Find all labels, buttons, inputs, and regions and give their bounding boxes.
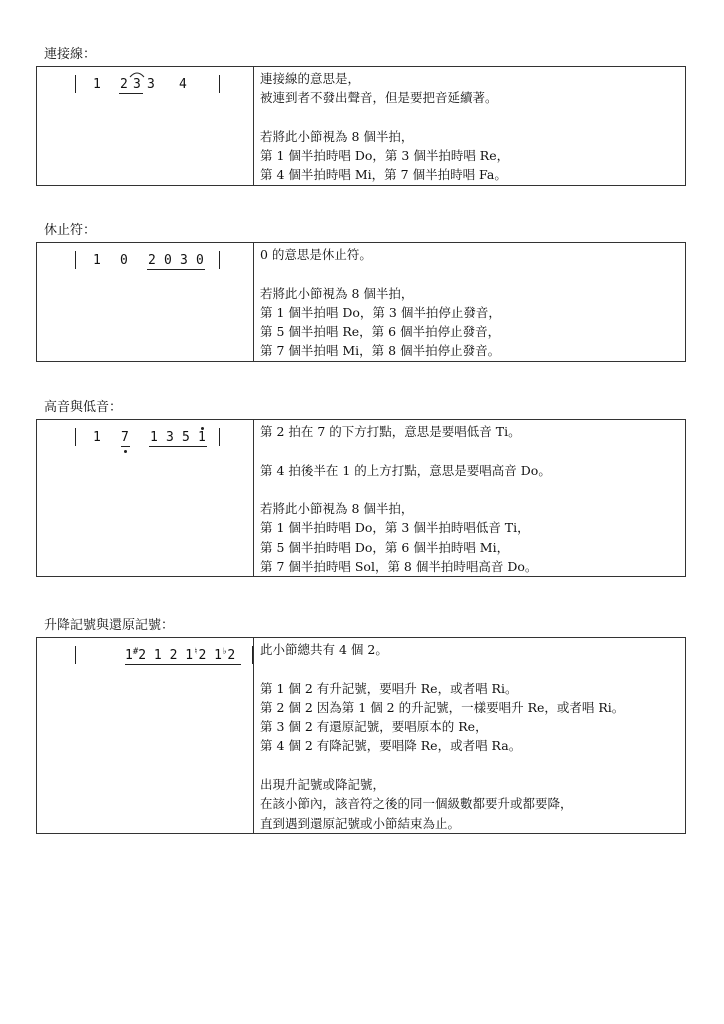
- text-line: 第 1 個半拍時唱 Do，第 3 個半拍時唱 Re，: [260, 148, 510, 164]
- note: 1: [150, 430, 158, 445]
- explanation-cell: [254, 67, 686, 186]
- eighth-underline: [121, 446, 130, 447]
- notation-cell: [37, 243, 254, 362]
- note: 1: [214, 648, 222, 663]
- text-line: 在該小節內，該音符之後的同一個級數都要升或都要降，: [260, 796, 573, 812]
- note: 0: [164, 253, 172, 268]
- note: 2: [120, 77, 128, 92]
- note: 1: [153, 648, 162, 663]
- text-line: 第 2 拍在 7 的下方打點，意思是要唱低音 Ti。: [260, 424, 521, 439]
- text-line: [260, 264, 685, 283]
- barline: [219, 428, 220, 446]
- note: 1: [93, 430, 101, 445]
- text-line: 出現升記號或降記號，: [260, 777, 386, 793]
- text-line: [260, 756, 685, 775]
- barline: [252, 646, 253, 664]
- accidentals-notation: [37, 638, 253, 678]
- text-line: 被連到者不發出聲音，但是要把音延續著。: [260, 90, 498, 106]
- rest-notation: [37, 243, 253, 283]
- eighth-underline: [149, 446, 207, 447]
- note: 2: [148, 253, 156, 268]
- note: 7: [121, 430, 129, 445]
- text-line: 第 4 拍後半在 1 的上方打點，意思是要唱高音 Do。: [260, 462, 551, 478]
- text-line: 第 7 個半拍唱 Mi，第 8 個半拍停止發音。: [260, 343, 501, 359]
- notation-cell: [37, 67, 254, 186]
- note: 1: [125, 648, 133, 663]
- section-title-tie: 連接線：: [44, 47, 97, 62]
- text-line: 第 3 個 2 有還原記號，要唱原本的 Re，: [260, 719, 488, 735]
- note: 4: [179, 77, 187, 92]
- text-line: 第 4 個半拍時唱 Mi，第 7 個半拍時唱 Fa。: [260, 167, 507, 183]
- explanation-cell: [254, 420, 686, 577]
- note: 0: [196, 253, 204, 268]
- text-line: 第 4 個 2 有降記號，要唱降 Re，或者唱 Ra。: [260, 738, 522, 754]
- text-line: [260, 108, 685, 127]
- text-line: 此小節總共有 4 個 2。: [260, 642, 388, 657]
- text-line: 第 1 個半拍唱 Do，第 3 個半拍停止發音，: [260, 304, 501, 320]
- text-line: 連接線的意思是，: [260, 71, 361, 86]
- octave-notation: [37, 420, 253, 460]
- section-title-accidentals: 升降記號與還原記號：: [44, 618, 175, 633]
- note: 3: [166, 430, 174, 445]
- text-line: 若將此小節視為 8 個半拍，: [260, 128, 414, 144]
- note: 3: [180, 253, 188, 268]
- low-octave-dot: [124, 450, 127, 453]
- note: 1: [93, 77, 101, 92]
- rest-example-table: [36, 242, 686, 362]
- barline: [75, 251, 76, 269]
- natural-sign: ♮: [193, 647, 199, 657]
- text-line: 第 2 個 2 因為第 1 個 2 的升記號，一樣要唱升 Re，或者唱 Ri。: [260, 699, 625, 715]
- barline: [75, 646, 76, 664]
- text-line: 第 7 個半拍時唱 Sol，第 8 個半拍時唱高音 Do。: [260, 559, 538, 575]
- note: 3: [133, 77, 141, 92]
- sharp-sign: #: [132, 647, 139, 657]
- flat-sign: ♭: [221, 647, 228, 657]
- text-line: 第 5 個半拍時唱 Do，第 6 個半拍時唱 Mi，: [260, 539, 510, 555]
- accidentals-example-table: [36, 637, 686, 834]
- text-line: [260, 659, 685, 678]
- note: 2: [227, 648, 236, 663]
- note: 2: [138, 648, 147, 663]
- barline: [219, 251, 220, 269]
- text-line: 若將此小節視為 8 個半拍，: [260, 501, 414, 517]
- text-line: 直到遇到還原記號或小節結束為止。: [260, 815, 461, 831]
- eighth-underline: [125, 664, 241, 665]
- note: 0: [120, 253, 128, 268]
- explanation-cell: [254, 243, 686, 362]
- explanation-cell: [254, 638, 686, 834]
- tie-arc: [129, 70, 145, 78]
- note: 2: [169, 648, 178, 663]
- note: 1: [185, 648, 194, 663]
- text-line: [260, 480, 685, 499]
- text-line: 第 1 個 2 有升記號，要唱升 Re，或者唱 Ri。: [260, 680, 518, 696]
- barline: [75, 75, 76, 93]
- note: 1: [93, 253, 101, 268]
- note: 1: [198, 430, 206, 445]
- accidental-sequence: [125, 649, 235, 664]
- eighth-underline: [119, 93, 143, 94]
- text-line: 第 1 個半拍時唱 Do，第 3 個半拍時唱低音 Ti，: [260, 520, 530, 536]
- tie-example-table: [36, 66, 686, 186]
- section-title-rest: 休止符：: [44, 223, 97, 238]
- note: 2: [198, 648, 207, 663]
- octave-example-table: [36, 419, 686, 577]
- text-line: 0 的意思是休止符。: [260, 247, 372, 262]
- notation-cell: [37, 420, 254, 577]
- text-line: 第 5 個半拍唱 Re，第 6 個半拍停止發音，: [260, 324, 501, 340]
- note: 5: [182, 430, 190, 445]
- eighth-underline: [147, 269, 205, 270]
- text-line: 若將此小節視為 8 個半拍，: [260, 285, 414, 301]
- notation-cell: [37, 638, 254, 834]
- barline: [75, 428, 76, 446]
- note: 3: [147, 77, 155, 92]
- high-octave-dot: [201, 427, 204, 430]
- barline: [219, 75, 220, 93]
- tie-notation: [37, 67, 253, 107]
- text-line: [260, 441, 685, 460]
- section-title-octave: 高音與低音：: [44, 400, 123, 415]
